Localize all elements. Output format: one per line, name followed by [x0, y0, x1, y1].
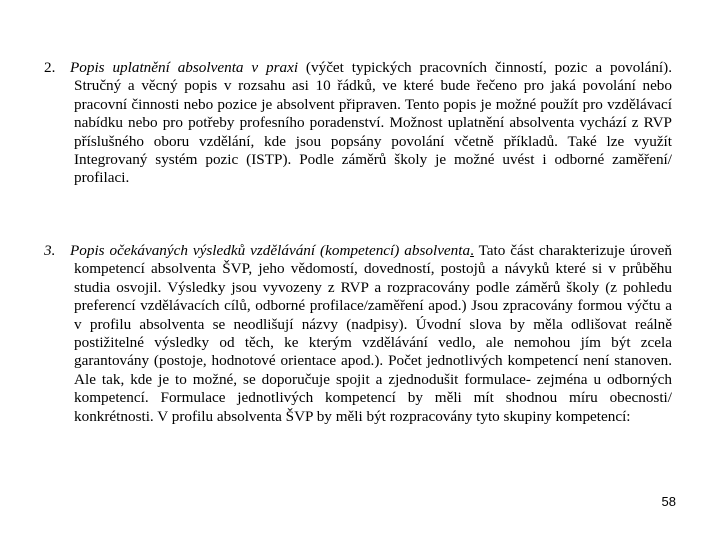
list-item-2-body: [70, 59, 672, 188]
list-number-2: 2.: [44, 59, 56, 76]
item-2-text: výčet typických pracovních činností, pozic a povolání). Stručný a věcný popis v rozsahu asi 10 řádků, ve které bude řečeno pro jaká povolání nebo pracovní činnosti nebo pozice je absolvent připraven. Tento popis je možné použít pro vzdělávací nabídku nebo pro potřeby profesního poradenství. Možnost uplatnění absolventa vychází z RVP příslušného oboru vzdělání, kde jsou popsány povolání včetně příkladů. Také lze využít Integrovaný systém pozic (ISTP). Podle záměrů školy je možné uvést i odborné zaměření/ profilaci.: [74, 59, 673, 187]
item-3-title: Popis očekávaných výsledků vzdělávání (kompetencí) absolventa: [70, 242, 471, 259]
page-number: 58: [661, 494, 676, 509]
item-2-paren: (: [298, 59, 311, 76]
item-3-text: Tato část charakterizuje úroveň kompetencí absolventa ŠVP, jeho vědomostí, dovedností, postojů a návyků které si v průběhu studia osvojil. Výsledky jsou vyvozeny z RVP a rozpracovány podle záměrů školy (z pohledu preferencí vzdělávacích cílů, odborné profilace/zaměření apod.) Jsou zpracovány formou výčtu a v profilu absolventa se neodlišují názvy (nadpisy). Úvodní slova by měla odlišovat reálně postižitelné výsledky od těch, ke kterým vzdělávání vedlo, ale nemohou jím být zcela garantovány (postoje, hodnotové orientace apod.). Počet jednotlivých kompetencí není stanoven. Ale tak, kde je to možné, se doporučuje spojit a zjednodušit formulace- zejména u odborných kompetencí. Formulace jednotlivých kompetencí by měli mít shodnou míru obecnosti/ konkrétnosti. V profilu absolventa ŠVP by měli být rozpracovány tyto skupiny kompetencí:: [74, 242, 672, 425]
item-2-title: Popis uplatnění absolventa v praxi: [70, 59, 299, 76]
list-item-3-body: [70, 242, 672, 426]
list-item-2: [44, 59, 672, 188]
list-item-3: [44, 242, 672, 426]
item-3-title-punct: .: [470, 242, 474, 259]
list-number-3: 3.: [44, 242, 56, 259]
